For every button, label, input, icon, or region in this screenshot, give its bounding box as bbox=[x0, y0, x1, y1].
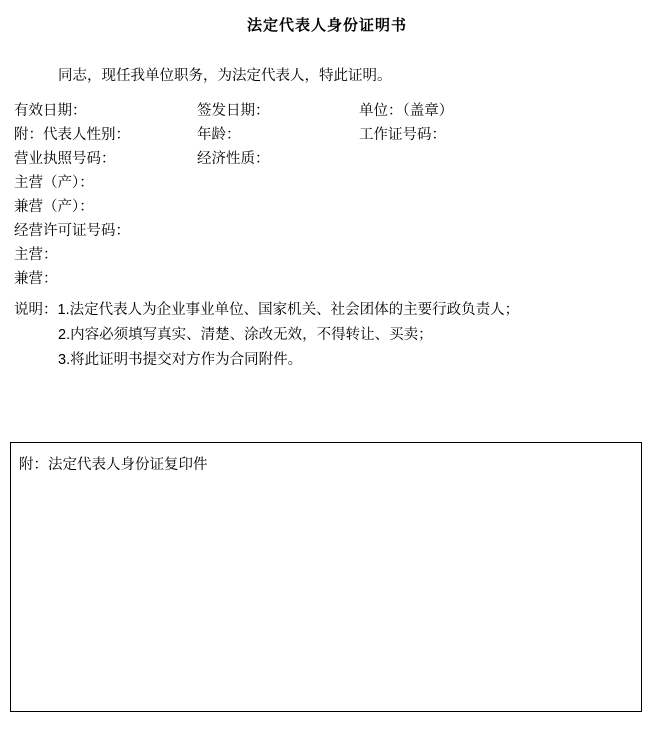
note-line-3 bbox=[14, 348, 654, 373]
field-label-economic-nature: 经济性质： bbox=[197, 151, 270, 167]
field-row bbox=[14, 123, 654, 147]
field-label-main-product: 主营（产）： bbox=[14, 175, 94, 191]
notes-label: 说明： bbox=[14, 302, 58, 318]
field-row bbox=[14, 219, 654, 243]
field-row bbox=[14, 147, 654, 171]
field-label-age: 年龄： bbox=[197, 127, 241, 143]
field-label-unit-seal: 单位：（盖章） bbox=[359, 103, 454, 119]
field-row bbox=[14, 99, 654, 123]
field-label-issue-date: 签发日期： bbox=[197, 103, 270, 119]
field-label-business-license-number: 营业执照号码： bbox=[14, 151, 116, 167]
page-title: 法定代表人身份证明书 bbox=[246, 17, 407, 34]
note-item-3: 3.将此证明书提交对方作为合同附件。 bbox=[58, 352, 303, 368]
note-line-2 bbox=[14, 323, 654, 348]
field-label-secondary-business: 兼营： bbox=[14, 271, 58, 287]
field-row bbox=[14, 171, 654, 195]
field-label-rep-gender: 附：代表人性别： bbox=[14, 127, 130, 143]
field-label-valid-date: 有效日期： bbox=[14, 103, 87, 119]
note-line-1 bbox=[14, 298, 654, 323]
field-label-main-business: 主营： bbox=[14, 247, 58, 263]
field-list bbox=[0, 85, 654, 291]
field-label-work-id-number: 工作证号码： bbox=[359, 127, 446, 143]
note-item-1: 1.法定代表人为企业事业单位、国家机关、社会团体的主要行政负责人； bbox=[57, 302, 520, 318]
intro-paragraph: 同志，现任我单位职务，为法定代表人，特此证明。 bbox=[58, 68, 392, 84]
field-row bbox=[14, 267, 654, 291]
field-label-secondary-product: 兼营（产）： bbox=[14, 199, 94, 215]
attachment-box bbox=[10, 442, 642, 712]
field-row bbox=[14, 195, 654, 219]
attachment-label: 附：法定代表人身份证复印件 bbox=[19, 457, 208, 473]
notes-section bbox=[0, 291, 654, 373]
note-item-2: 2.内容必须填写真实、清楚、涂改无效，不得转让、买卖； bbox=[58, 327, 433, 343]
field-row bbox=[14, 243, 654, 267]
field-label-operating-permit-number: 经营许可证号码： bbox=[14, 223, 130, 239]
